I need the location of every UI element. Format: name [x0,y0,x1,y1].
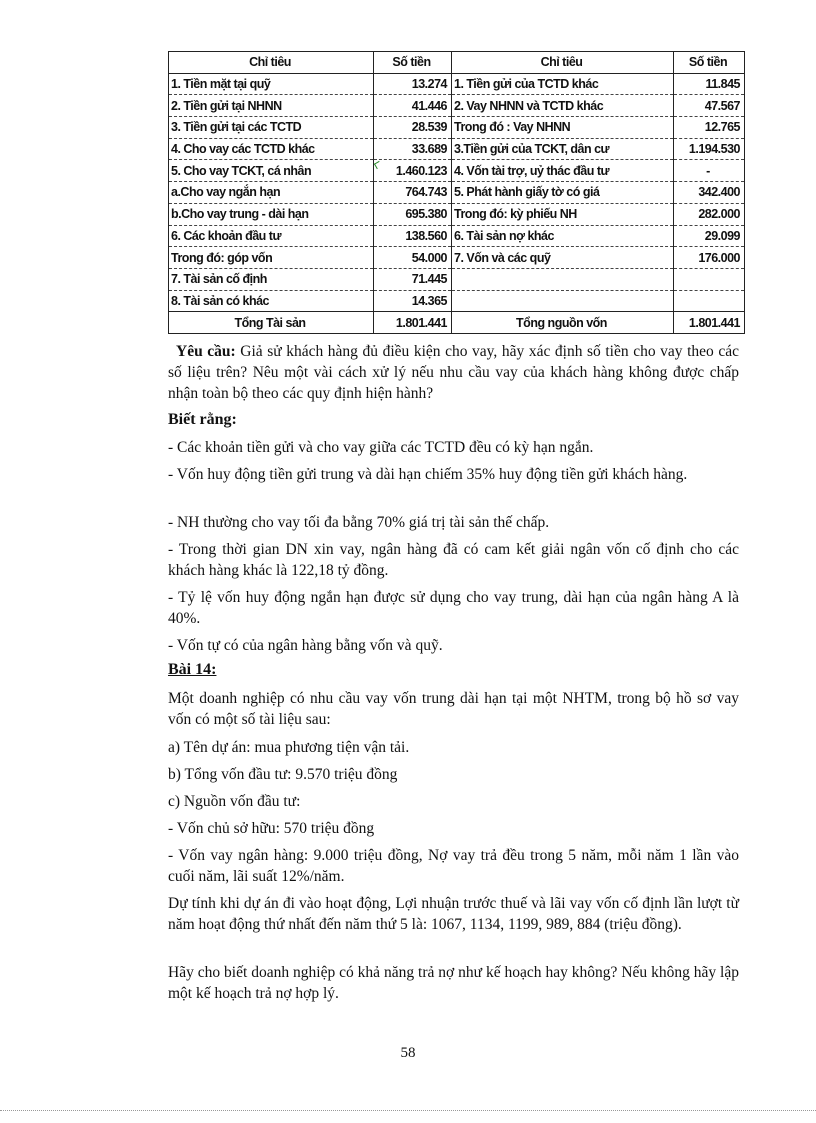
liability-amount: 282.000 [674,203,745,225]
exercise-paragraph: - Vốn vay ngân hàng: 9.000 triệu đồng, Nợ vay trả đều trong 5 năm, mỗi năm 1 lần vào cuối năm, lãi suất 12%/năm. [168,847,739,885]
asset-amount: 33.689 [374,138,452,160]
liability-amount: 342.400 [674,182,745,204]
liability-label: Trong đó: kỳ phiếu NH [452,203,674,225]
liability-amount [674,290,745,312]
asset-label: 8. Tài sản có khác [169,290,374,312]
asset-label: 2. Tiền gửi tại NHNN [169,95,374,117]
known-item: - Tỷ lệ vốn huy động ngắn hạn được sử dụng cho vay trung, dài hạn của ngân hàng A là 40%. [168,589,739,627]
asset-label: 6. Các khoản đầu tư [169,225,374,247]
asset-amount [374,160,452,182]
table-row [169,160,745,182]
liability-amount: 29.099 [674,225,745,247]
exercise-paragraph: c) Nguồn vốn đầu tư: [168,793,301,810]
exercise-title: Bài 14: [168,661,217,678]
asset-amount: 13.274 [374,73,452,95]
table-row [169,95,745,117]
liability-amount: 11.845 [674,73,745,95]
known-item: - Vốn tự có của ngân hàng bằng vốn và quỹ. [168,637,443,654]
asset-amount: 695.380 [374,203,452,225]
table-row [169,225,745,247]
table-row [169,268,745,290]
liability-label [452,268,674,290]
asset-label: 3. Tiền gửi tại các TCTD [169,117,374,139]
exercise-paragraph: a) Tên dự án: mua phương tiện vận tải. [168,739,410,756]
table-row [169,138,745,160]
liability-amount [674,268,745,290]
liability-label: 7. Vốn và các quỹ [452,247,674,269]
total-sources-label: Tổng nguồn vốn [452,312,674,334]
liability-label: 4. Vốn tài trợ, uỷ thác đầu tư [452,160,674,182]
header-cell: Số tiền [374,52,452,74]
table-row [169,290,745,312]
asset-label: 7. Tài sản cố định [169,268,374,290]
asset-amount: 764.743 [374,182,452,204]
total-assets-amount: 1.801.441 [374,312,452,334]
total-sources-amount: 1.801.441 [674,312,745,334]
liability-label: 2. Vay NHNN và TCTD khác [452,95,674,117]
asset-label: Trong đó: góp vốn [169,247,374,269]
asset-amount: 14.365 [374,290,452,312]
liability-amount: 176.000 [674,247,745,269]
liability-amount: 47.567 [674,95,745,117]
asset-amount: 138.560 [374,225,452,247]
exercise-paragraph: Hãy cho biết doanh nghiệp có khả năng trả nợ như kế hoạch hay không? Nếu không hãy lập một kế hoạch trả nợ hợp lý. [168,964,739,1002]
asset-amount: 28.539 [374,117,452,139]
exercise-paragraph: Một doanh nghiệp có nhu cầu vay vốn trung dài hạn tại một NHTM, trong bộ hồ sơ vay vốn có một số tài liệu sau: [168,690,739,728]
liability-amount: 12.765 [674,117,745,139]
asset-label: b.Cho vay trung - dài hạn [169,203,374,225]
table-row [169,203,745,225]
table-row [169,182,745,204]
request-text: Giả sử khách hàng đủ điều kiện cho vay, hãy xác định số tiền cho vay theo các số liệu trên? Nêu một vài cách xử lý nếu nhu cầu vay của khách hàng không được chấp nhận toàn bộ theo các quy định hiện hành? [168,343,739,402]
balance-sheet-table [168,51,745,334]
page-number: 58 [400,1045,416,1061]
table-header-row [169,52,745,74]
table-row [169,73,745,95]
request-label: Yêu cầu: [176,343,236,360]
page-bottom-divider [0,1110,816,1112]
known-item: - Trong thời gian DN xin vay, ngân hàng đã có cam kết giải ngân vốn cố định cho các khách hàng khác là 122,18 tỷ đồng. [168,541,739,579]
asset-label: a.Cho vay ngắn hạn [169,182,374,204]
exercise-paragraph: Dự tính khi dự án đi vào hoạt động, Lợi nhuận trước thuế và lãi vay vốn cố định lần lượt từ năm hoạt động thứ nhất đến năm thứ 5 là: 1067, 1134, 1199, 989, 884 (triệu đồng). [168,895,739,933]
table-row [169,117,745,139]
liability-amount: 1.194.530 [674,138,745,160]
liability-amount: - [674,160,745,182]
header-cell: Chỉ tiêu [169,52,374,74]
exercise-paragraph: b) Tổng vốn đầu tư: 9.570 triệu đồng [168,766,398,783]
liability-label: 5. Phát hành giấy tờ có giá [452,182,674,204]
table-row [169,247,745,269]
asset-amount: 54.000 [374,247,452,269]
table-total-row [169,312,745,334]
asset-label: 1. Tiền mặt tại quỹ [169,73,374,95]
liability-label: 1. Tiền gửi của TCTD khác [452,73,674,95]
cell-marker-icon [374,161,382,169]
known-heading: Biết rằng: [168,411,237,428]
exercise-paragraph: - Vốn chủ sở hữu: 570 triệu đồng [168,820,375,837]
liability-label: 6. Tài sản nợ khác [452,225,674,247]
header-cell: Số tiền [674,52,745,74]
asset-amount-value: 1.460.123 [395,163,447,178]
header-cell: Chỉ tiêu [452,52,674,74]
liability-label [452,290,674,312]
known-item: - NH thường cho vay tối đa bằng 70% giá trị tài sản thế chấp. [168,514,550,531]
known-item: - Vốn huy động tiền gửi trung và dài hạn chiếm 35% huy động tiền gửi khách hàng. [168,466,688,483]
known-item: - Các khoản tiền gửi và cho vay giữa các TCTD đều có kỳ hạn ngắn. [168,439,594,456]
asset-amount: 71.445 [374,268,452,290]
request-paragraph [168,341,739,404]
liability-label: 3.Tiền gửi của TCKT, dân cư [452,138,674,160]
asset-label: 4. Cho vay các TCTD khác [169,138,374,160]
asset-amount: 41.446 [374,95,452,117]
total-assets-label: Tổng Tài sản [169,312,374,334]
asset-label: 5. Cho vay TCKT, cá nhân [169,160,374,182]
liability-label: Trong đó : Vay NHNN [452,117,674,139]
